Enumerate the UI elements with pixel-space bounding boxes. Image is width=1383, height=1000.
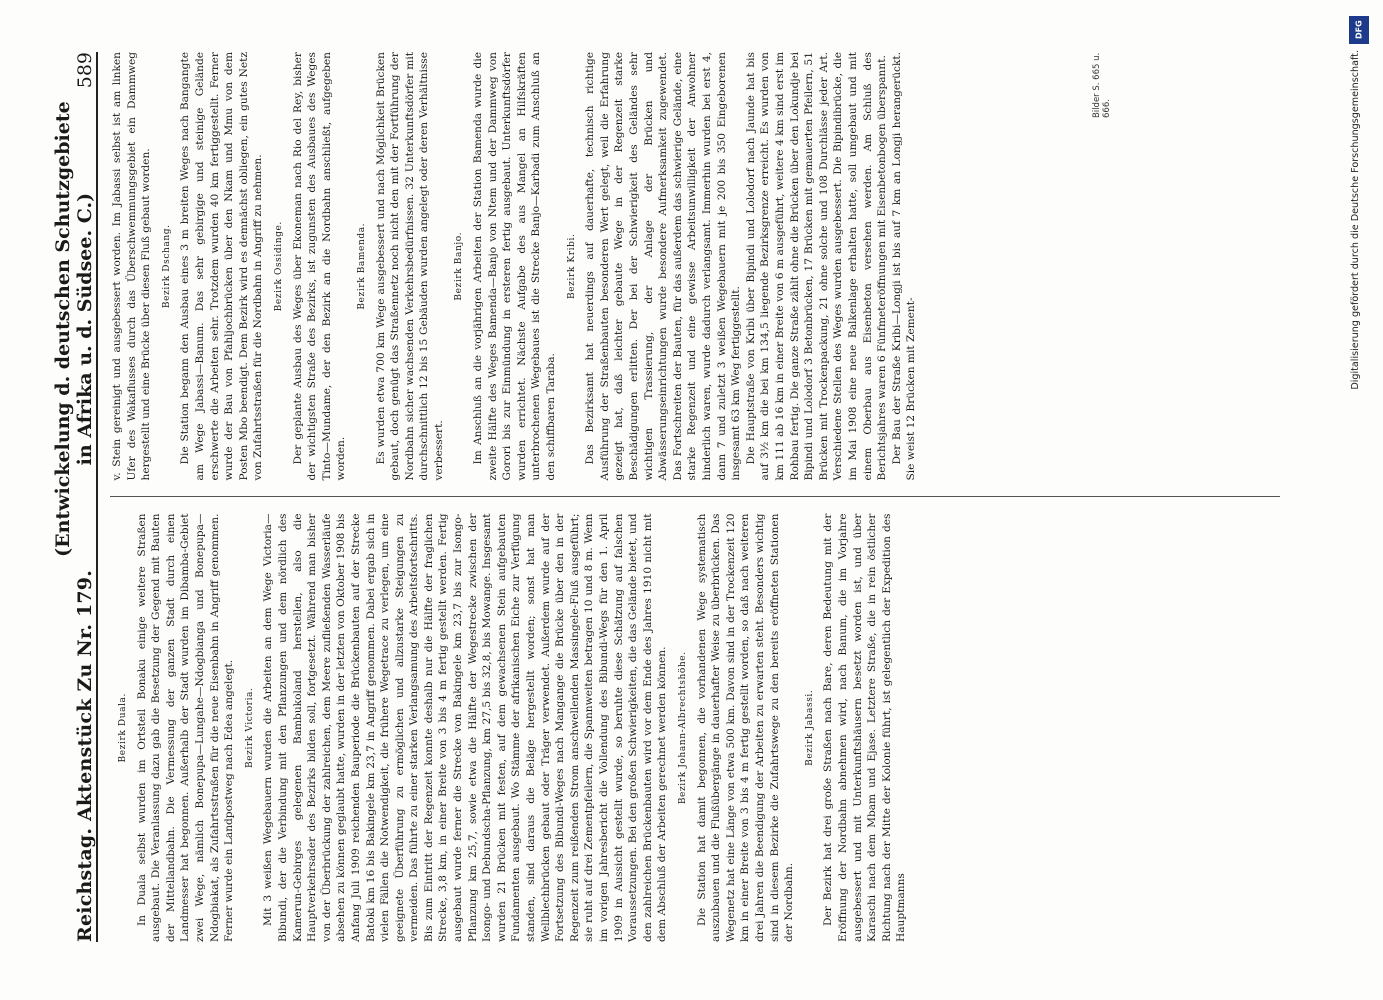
paragraph: Der Bau der Straße Kribi—Longji ist bis auf 7 km an Longji herangerückt. Sie weist 12 Brücken mit Zement- — [890, 52, 918, 481]
section-heading: Bezirk Duala. — [118, 693, 128, 763]
paragraph: Mit 3 weißen Wegebauern wurden die Arbeiten an dem Wege Victoria—Bibundi, der die Verbindung mit den Pflanzungen und dem nördlich des Kamerun-Gebirges gelegenen Bambukoland herstellen, also die Hauptverkehrsader des Bezirks bilden soll, fortgesetzt. Während man bisher von der Überbrückung der zahlreichen, dem Meere zufließenden Wasserläufe absehen zu können geglaubt hatte, wurden in der letzten von Oktober 1908 bis Anfang Juli 1909 reichenden Bauperiode die Brückenbauten auf der Strecke Batoki km 16 bis Bakingele km 23,7 in Angriff genommen. Dabei ergab sich in vielen Fällen die Notwendigkeit, die frühere Wegetrace zu verlegen, um eine geeignete Überführung zu ermöglichen und allzustarke Steigungen zu vermeiden. Das führte zu einer starken Verlangsamung des Arbeitsfortschritts. Bis zum Eintritt der Regenzeit konnte deshalb nur die Hälfte der fraglichen Strecke, 3,8 km, in einer Breite von 3 bis 4 m fertig gestellt werden. Fertig ausgebaut wurde ferner die Strecke von Bakingele km 23,7 bis zur Isongo-Pflanzung km 25,7, sowie etwa die Hälfte der Wegestrecke zwischen der Isongo- und Debundscha-Pflanzung, km 27,5 bis 32,8, bis Mowange. Insgesamt wurden 21 Brücken mit festen, auf dem gewachsenen Stein aufgebauten Fundamenten ausgebaut. Wo Stämme der afrikanischen Eiche zur Verfügung standen, sind daraus die Beläge hergestellt worden; sonst hat man Wellblechbrücken gebaut oder Träger verwendet. Außerdem wurde auf der Fortsetzung des Bibundi-Weges nach Mangange die Brücke über den in der Regenzeit zum reißenden Strom anschwellenden Massingele-Fluß ausgeführt; sie ruht auf drei Zementpfeilern, die Spannweiten betragen 10 und 8 m. Wenn im vorigen Jahresbericht die Vollendung des Bibundi-Wegs für den 1. April 1909 in Aussicht gestellt wurde, so beruhte diese Schätzung auf falschen Voraussetzungen. Bei den großen Schwierigkeiten, die das Gelände bietet, und den zahlreichen Brückenbauten wird vor dem Ende des Jahres 1910 nicht mit dem Abschluß der Arbeiten gerechnet werden können. — [262, 513, 669, 942]
section-heading: Bezirk Dschang. — [161, 224, 172, 309]
paragraph: Der geplante Ausbau des Weges über Ekoneman nach Rio del Rey, bisher der wichtigsten Straße des Bezirks, ist zugunsten des Ausbaues des Weges Tinto—Mundame, der den Bezirk an die Nordbahn anschließt, aufgegeben worden. — [291, 52, 348, 481]
column-divider — [110, 497, 1280, 498]
section-heading: Bezirk Victoria. — [244, 687, 255, 768]
section-heading: Bezirk Johann-Albrechtshöhe. — [677, 651, 688, 805]
dfg-margin — [1344, 10, 1374, 990]
dfg-note: Digitalisierung gefördert durch die Deutsche Forschungsgemeinschaft. — [1350, 50, 1361, 390]
section-heading: Bezirk Jabassi. — [804, 689, 815, 766]
header-title: (Entwickelung d. deutschen Schutzgebiete in Afrika u. d. Südsee. C.) — [52, 101, 96, 557]
section-heading: Bezirk Bamenda. — [356, 222, 367, 310]
paragraph: Im Anschluß an die vorjährigen Arbeiten der Station Bamenda wurde die zweite Hälfte des Weges Bamenda—Banjo von Ntem und der Dammweg von Gorori bis zur Einmündung in ersteren fertig ausgebaut. Unterkunftsdörfer wurden errichtet. Nächste Aufgabe des aus Mangel an Hilfskräften unterbrochenen Wegebaues ist die Strecke Banjo—Karbadi zum Anschluß an den schiffbaren Taraba. — [472, 52, 558, 481]
page-number: 589 — [74, 52, 96, 89]
left-column — [110, 514, 1280, 943]
paragraph: Es wurden etwa 700 km Wege ausgebessert und nach Möglichkeit Brücken gebaut, doch genügt das Straßennetz noch nicht den mit der Fortführung der Nordbahn sicher wachsenden Verkehrsbedürfnissen. 32 Unterkunftsdörfer mit durchschnittlich 12 bis 15 Gebäuden wurden angelegt oder deren Verhältnisse verbessert. — [374, 52, 445, 481]
paragraph: v. Stein gereinigt und ausgebessert worden. Im Jabassi selbst ist am linken Ufer des Wakaflusses durch das Überschwemmungsgebiet ein Dammweg hergestellt und eine Brücke über diesen Fluß gebaut worden. — [111, 52, 153, 481]
dfg-logo: DFG — [1349, 16, 1369, 44]
margin-stamp: Bilder S. 665 u. 666. — [1092, 52, 1112, 118]
running-header — [52, 52, 98, 942]
paragraph: Der Bezirk hat drei große Straßen nach Bare, deren Bedeutung mit der Eröffnung der Nordbahn abnehmen wird, nach Banum, die im Vorjahre ausgebessert und mit Unterkunftshäusern besetzt worden ist, und über Karaschi nach dem Mbam und Ejase. Letztere Straße, die in rein östlicher Richtung nach der Mitte der Kolonie führt, ist gelegentlich der Expedition des Hauptmanns — [822, 513, 908, 942]
page-content — [52, 52, 1292, 942]
paragraph: Die Station begann den Ausbau eines 3 m breiten Weges nach Bangangte am Wege Jabassi—Banum. Das sehr gebirgige und steinige Gelände erschwerte die Arbeiten sehr. Trotzdem wurden 40 km fertiggestellt. Ferner wurde der Bau von Pfahljochbrücken über den Nkam und Mmu von dem Posten Mbo beendigt. Dem Bezirk wird es demnächst obliegen, ein gutes Netz von Zufahrtsstraßen für die Nordbahn in Angriff zu nehmen. — [179, 52, 265, 481]
header-left: Reichstag. Aktenstück Zu Nr. 179. — [74, 569, 96, 942]
section-heading: Bezirk Ossidinge. — [273, 221, 284, 312]
section-heading: Bezirk Banjo. — [454, 231, 465, 301]
section-heading: Bezirk Kribi. — [566, 233, 577, 299]
text-columns — [110, 52, 1280, 942]
paragraph: Die Hauptstraße von Kribi über Bipindi und Lolodorf nach Jaunde hat bis auf 3½ km die bei km 134,5 liegende Bezirksgrenze erreicht. Es wurden von km 111 ab 16 km in einer Breite von 6 m ausgeführt, weitere 4 km sind erst im Rohbau fertig. Die ganze Straße zählt ohne die Brücken über den Lokundje bei Bipindi und Lolodorf 3 Betonbrücken, 17 Brücken mit gemauerten Pfeilern, 51 Brücken mit Trockenpackung, 21 ohne solche und 108 Durchlässe jeder Art. Verschiedene Stellen des Weges wurden ausgebessert. Die Bipindibrücke, die im Mai 1908 eine neue Balkenlage erhalten hatte, soll umgebaut und mit einem Oberbau aus Eisenbeton versehen werden. Am Schluß des Berichtsjahres waren 6 Fünfmeteröffnungen mit Eisenbetonbogen überspannt. — [744, 52, 889, 481]
paragraph: In Duala selbst wurden im Ortsteil Bonaku einige weitere Straßen ausgebaut. Die Veranlassung dazu gab die Besetzung der Gegend mit Bauten der Mittellandbahn. Die Vermessung der ganzen Stadt durch einen Landmesser hat begonnen. Außerhalb der Stadt wurden im Dibamba-Gebiet zwei Wege, nämlich Bonepupa—Lungahe—Ndogbianga und Bonepupa—Ndogbiakat, als Zufahrtsstraßen für die neue Eisenbahn in Angriff genommen. Ferner wurde ein Landpostweg nach Edea angelegt. — [135, 513, 236, 942]
paragraph: Die Station hat damit begonnen, die vorhandenen Wege systematisch auszubauen und die Flußübergänge in dauerhafter Weise zu überbrücken. Das Wegenetz hat eine Länge von etwa 500 km. Davon sind in der Trockenzeit 120 km in einer Breite von 3 bis 4 m fertig gestellt worden, so daß nach weiteren drei Jahren die Beendigung der Arbeiten zu erwarten steht. Besonders wichtig sind in diesem Bezirke die Zufahrtswege zu den bereits eröffneten Stationen der Nordbahn. — [695, 513, 796, 942]
paragraph: Das Bezirksamt hat neuerdings auf dauerhafte, technisch richtige Ausführung der Straßenbauten besonderen Wert gelegt, weil die Erfahrung gezeigt hat, daß leichter gebaute Wege in der Regenzeit starke Beschädigungen erlitten. Der bei der Schwierigkeit des Geländes sehr wichtigen Trassierung, der Anlage der Brücken und Abwässerungseinrichtungen wurde besondere Aufmerksamkeit zugewendet. Das Fortschreiten der Bauten, für das außerdem das schwierige Gelände, eine starke Regenzeit und eine gewisse Arbeitsunwilligkeit der Anwohner hinderlich waren, wurde dadurch verlangsamt. Immerhin wurden bei erst 4, dann 7 und zuletzt 3 weißen Wegebauern mit je 200 bis 350 Eingeborenen insgesamt 63 km Weg fertiggestellt. — [584, 52, 743, 481]
